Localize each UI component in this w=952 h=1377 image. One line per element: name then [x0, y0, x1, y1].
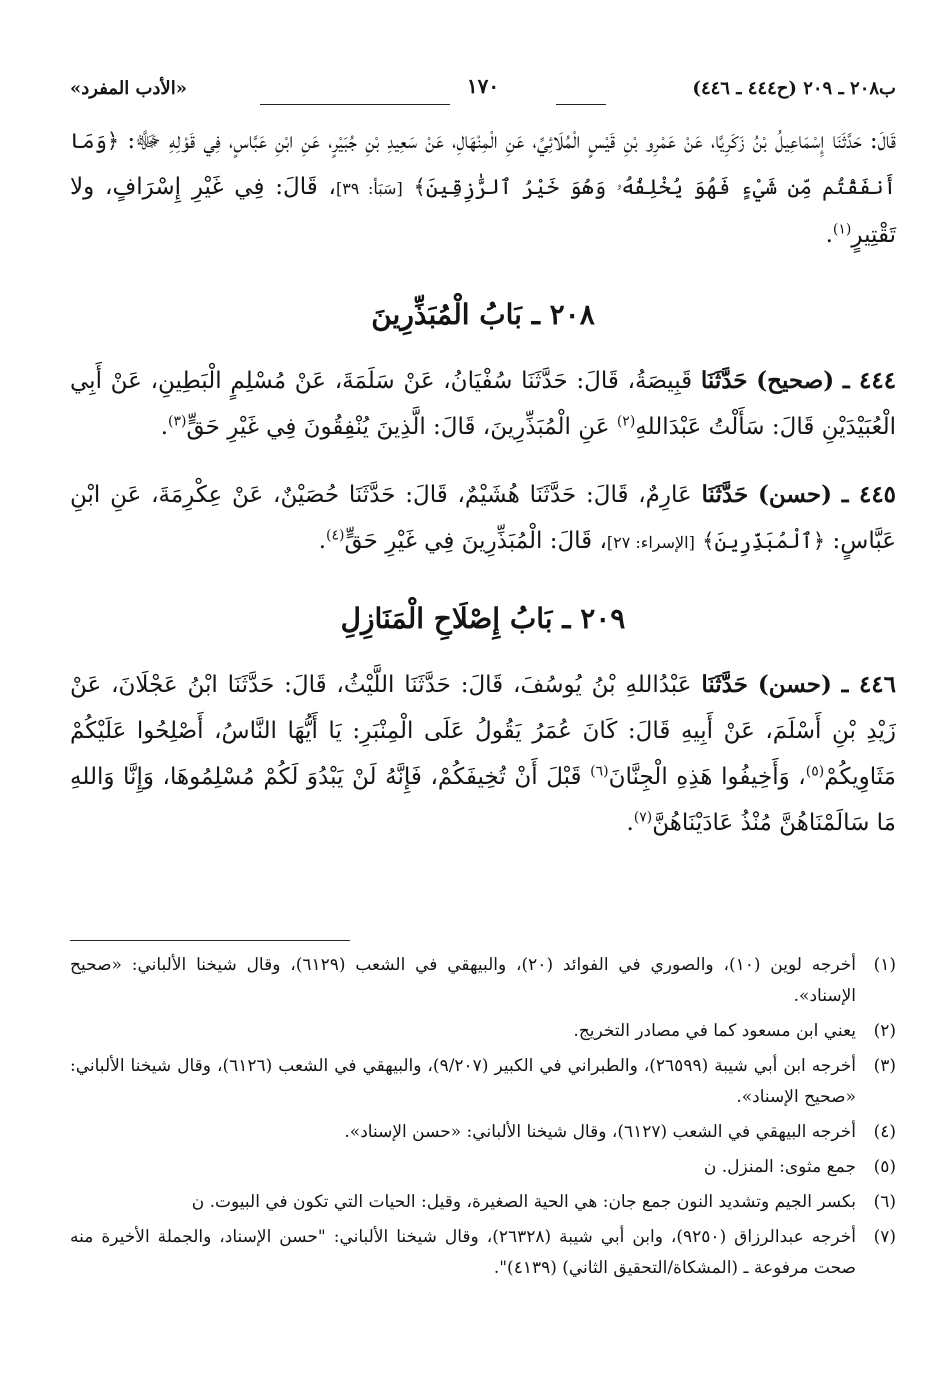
header-chapter-range: ب٢٠٨ ـ ٢٠٩ (ح٤٤٤ ـ ٤٤٦)	[692, 78, 896, 99]
intro-paragraph: قَالَ: حَدَّثَنَا إِسْمَاعِيلُ بْنُ زَكَرِيَّا، عَنْ عَمْرِو بْنِ قَيْسٍ الْمُلَائِيِّ، عَنِ الْمِنْهَالِ، عَنْ سَعِيدِ بْنِ جُبَيْرٍ، عَنِ ابْنِ عَبَّاسٍ، فِي قَوْلِهِ ﷻ: ﴿وَمَا أَنفَقْتُم مِّن شَيْءٍ فَهُوَ يُخْلِفُهُۥ وَهُوَ خَيْرُ ٱلرَّٰزِقِينَ﴾ [سَبَأ: ٣٩]، قَالَ: فِي غَيْرِ إِسْرَافٍ، ولا تَقْتِيرٍ$^{(١)}$.	[70, 128, 897, 248]
footnote	[70, 950, 896, 1012]
hadith-text: ، قَالَ: الْمُبَذِّرِينَ فِي غَيْرِ حَقٍّ	[344, 528, 607, 554]
chapter-heading-209: ٢٠٩ ـ بَابُ إِصْلَاحِ الْمَنَازِلِ	[340, 602, 626, 635]
header-rule-left	[260, 104, 450, 105]
verse-reference: [سَبَأ: ٣٩]	[335, 179, 403, 198]
footnote-number: (٤)	[873, 1122, 896, 1142]
haddathana: حَدَّثَنَا	[701, 481, 749, 508]
footnote	[70, 1187, 896, 1218]
footnote-ref: (٢)	[616, 413, 636, 430]
book-page	[70, 70, 897, 1278]
footnote-number: (٣)	[873, 1056, 896, 1076]
hadith-445: ٤٤٥ ـ (حسن) حَدَّثَنَا عَارِمٌ، قَالَ: حَدَّثَنَا هُشَيْمٌ، قَالَ: حَدَّثَنَا حُصَيْنٌ، عَنْ عِكْرِمَةَ، عَنِ ابْنِ عَبَّاسٍ: ﴿ٱلْمُبَذِّرِينَ﴾ [الإسراء: ٢٧]، قَالَ: الْمُبَذِّرِينَ فِي غَيْرِ حَقٍّ$^{(٤)}$.	[70, 481, 897, 554]
running-header	[70, 70, 896, 110]
footnote	[70, 1016, 896, 1047]
footnote-text: يعني ابن مسعود كما في مصادر التخريج.	[573, 1021, 856, 1041]
chapter-heading-208: ٢٠٨ ـ بَابُ الْمُبَذِّرِينَ	[371, 298, 595, 331]
footnote-number: (١)	[873, 955, 896, 975]
quran-verse: ﴿ٱلْمُبَذِّرِينَ﴾	[702, 529, 826, 553]
footnote-number: (٧)	[873, 1227, 896, 1247]
footnote-text: أخرجه لوين (١٠)، والصوري في الفوائد (٢٠)، والبيهقي في الشعب (٦١٢٩)، وقال شيخنا الألباني: «صحيح الإسناد».	[70, 955, 856, 1006]
hadith-446: ٤٤٦ ـ (حسن) حَدَّثَنَا عَبْدُاللهِ بْنُ يُوسُفَ، قَالَ: حَدَّثَنَا اللَّيْثُ، قَالَ: حَدَّثَنَا ابْنُ عَجْلَانَ، عَنْ زَيْدِ بْنِ أَسْلَمَ، عَنْ أَبِيهِ قَالَ: كَانَ عُمَرُ يَقُولُ عَلَى الْمِنْبَرِ: يَا أَيُّهَا النَّاسُ، أَصْلِحُوا عَلَيْكُمْ مَثَاوِيكُمْ$^{(٥)}$، وَأَخِيفُوا هَذِهِ الْجِنَّانَ$^{(٦)}$ قَبْلَ أَنْ تُخِيفَكُمْ، فَإِنَّهُ لَنْ يَبْدُوَ لَكُمْ مُسْلِمُوهَا، وَإِنَّا وَاللهِ مَا سَالَمْنَاهُنَّ مُنْذُ عَادَيْنَاهُنَّ$^{(٧)}$.	[70, 671, 897, 836]
hadith-444: ٤٤٤ ـ (صحيح) حَدَّثَنَا قَبِيصَةُ، قَالَ: حَدَّثَنَا سُفْيَانُ، عَنْ سَلَمَةَ، عَنْ مُسْلِمٍ الْبَطِينِ، عَنْ أَبِي الْعُبَيْدَيْنِ قَالَ: سَأَلْتُ عَبْدَاللهِ$^{(٢)}$ عَنِ الْمُبَذِّرِينَ، قَالَ: الَّذِينَ يُنْفِقُونَ فِي غَيْرِ حَقٍّ$^{(٣)}$.	[70, 367, 897, 440]
header-rule-right	[556, 104, 606, 105]
footnote-ref: (٧)	[633, 809, 653, 826]
intro-text: قَالَ: حَدَّثَنَا إِسْمَاعِيلُ بْنُ زَكَرِيَّا، عَنْ عَمْرِو بْنِ قَيْسٍ الْمُلَائِيِّ، عَنِ الْمِنْهَالِ، عَنْ سَعِيدِ بْنِ جُبَيْرٍ، عَنِ ابْنِ عَبَّاسٍ، فِي قَوْلِهِ ﷻ:	[127, 128, 896, 154]
footnote-text: أخرجه البيهقي في الشعب (٦١٢٧)، وقال شيخنا الألباني: «حسن الإسناد».	[344, 1122, 856, 1142]
verse-reference: [الإسراء: ٢٧]	[606, 533, 695, 552]
footnote-text: بكسر الجيم وتشديد النون جمع جان: هي الحية الصغيرة، وقيل: الحيات التي تكون في البيوت. ن	[191, 1192, 856, 1212]
footnote	[70, 1117, 896, 1148]
haddathana: حَدَّثَنَا	[700, 367, 748, 394]
page-number: ١٧٠	[466, 74, 500, 98]
hadith-grade: (حسن)	[757, 481, 832, 508]
footnote	[70, 1222, 896, 1284]
quran-verse: ﴿وَمَا أَنفَقْتُم مِّن شَيْءٍ فَهُوَ يُخْلِفُهُۥ وَهُوَ خَيْرُ ٱلرَّٰزِقِينَ﴾	[70, 129, 897, 199]
header-book-title: «الأدب المفرد»	[70, 78, 187, 99]
footnote-divider	[70, 940, 350, 941]
hadith-text: قَبِيصَةُ، قَالَ: حَدَّثَنَا سُفْيَانُ، عَنْ سَلَمَةَ، عَنْ مُسْلِمٍ الْبَطِينِ، عَنْ أَبِي الْعُبَيْدَيْنِ قَالَ: سَأَلْتُ عَبْدَاللهِ	[70, 368, 896, 440]
footnote-text: أخرجه عبدالرزاق (٩٢٥٠)، وابن أبي شيبة (٢٦٣٢٨)، وقال شيخنا الألباني: "حسن الإسناد، والجملة الأخيرة منه صحت مرفوعة ـ (المشكاة/التحقيق الثاني) (٤١٣٩)".	[70, 1227, 856, 1278]
footnote-number: (٢)	[873, 1021, 896, 1041]
footnote-ref: (٦)	[590, 763, 609, 780]
intro-text-after: ، قَالَ: فِي غَيْرِ إِسْرَافٍ، ولا تَقْتِيرٍ	[70, 174, 896, 248]
hadith-number: ٤٤٤ ـ	[842, 367, 897, 394]
hadith-text: ، وَأَخِيفُوا هَذِهِ الْجِنَّانَ	[608, 764, 806, 790]
footnote	[70, 1152, 896, 1183]
hadith-text: عَارِمٌ، قَالَ: حَدَّثَنَا هُشَيْمٌ، قَالَ: حَدَّثَنَا حُصَيْنٌ، عَنْ عِكْرِمَةَ، عَنِ ابْنِ عَبَّاسٍ:	[70, 482, 896, 554]
footnote-ref: (٤)	[326, 527, 345, 544]
footnote-text: جمع مثوى: المنزل. ن	[703, 1157, 856, 1177]
haddathana: حَدَّثَنَا	[701, 671, 748, 698]
footnote-ref: (٣)	[168, 413, 187, 430]
hadith-text: عَنِ الْمُبَذِّرِينَ، قَالَ: الَّذِينَ يُنْفِقُونَ فِي غَيْرِ حَقٍّ	[186, 414, 610, 440]
footnote-text: أخرجه ابن أبي شيبة (٢٦٥٩٩)، والطبراني في الكبير (٩/٢٠٧)، والبيهقي في الشعب (٦١٢٦)، وقال شيخنا الألباني: «صحيح الإسناد».	[70, 1056, 856, 1107]
footnote-ref: (٥)	[805, 763, 825, 780]
footnote-number: (٦)	[873, 1192, 896, 1212]
hadith-text: قَبْلَ أَنْ تُخِيفَكُمْ، فَإِنَّهُ لَنْ يَبْدُوَ لَكُمْ مُسْلِمُوهَا، وَإِنَّا وَاللهِ مَا سَالَمْنَاهُنَّ مُنْذُ عَادَيْنَاهُنَّ	[70, 764, 896, 836]
footnote-number: (٥)	[873, 1157, 896, 1177]
hadith-number: ٤٤٥ ـ	[841, 481, 897, 508]
hadith-number: ٤٤٦ ـ	[841, 671, 897, 698]
hadith-grade: (حسن)	[757, 671, 832, 698]
hadith-text: عَبْدُاللهِ بْنُ يُوسُفَ، قَالَ: حَدَّثَنَا اللَّيْثُ، قَالَ: حَدَّثَنَا ابْنُ عَجْلَانَ، عَنْ زَيْدِ بْنِ أَسْلَمَ، عَنْ أَبِيهِ قَالَ: كَانَ عُمَرُ يَقُولُ عَلَى الْمِنْبَرِ: يَا أَيُّهَا النَّاسُ، أَصْلِحُوا عَلَيْكُمْ مَثَاوِيكُمْ	[70, 672, 896, 790]
footnote	[70, 1051, 896, 1113]
footnote-ref: (١)	[832, 221, 852, 238]
spacer	[70, 450, 896, 472]
footnotes-section	[70, 950, 896, 1288]
hadith-grade: (صحيح)	[756, 367, 835, 394]
